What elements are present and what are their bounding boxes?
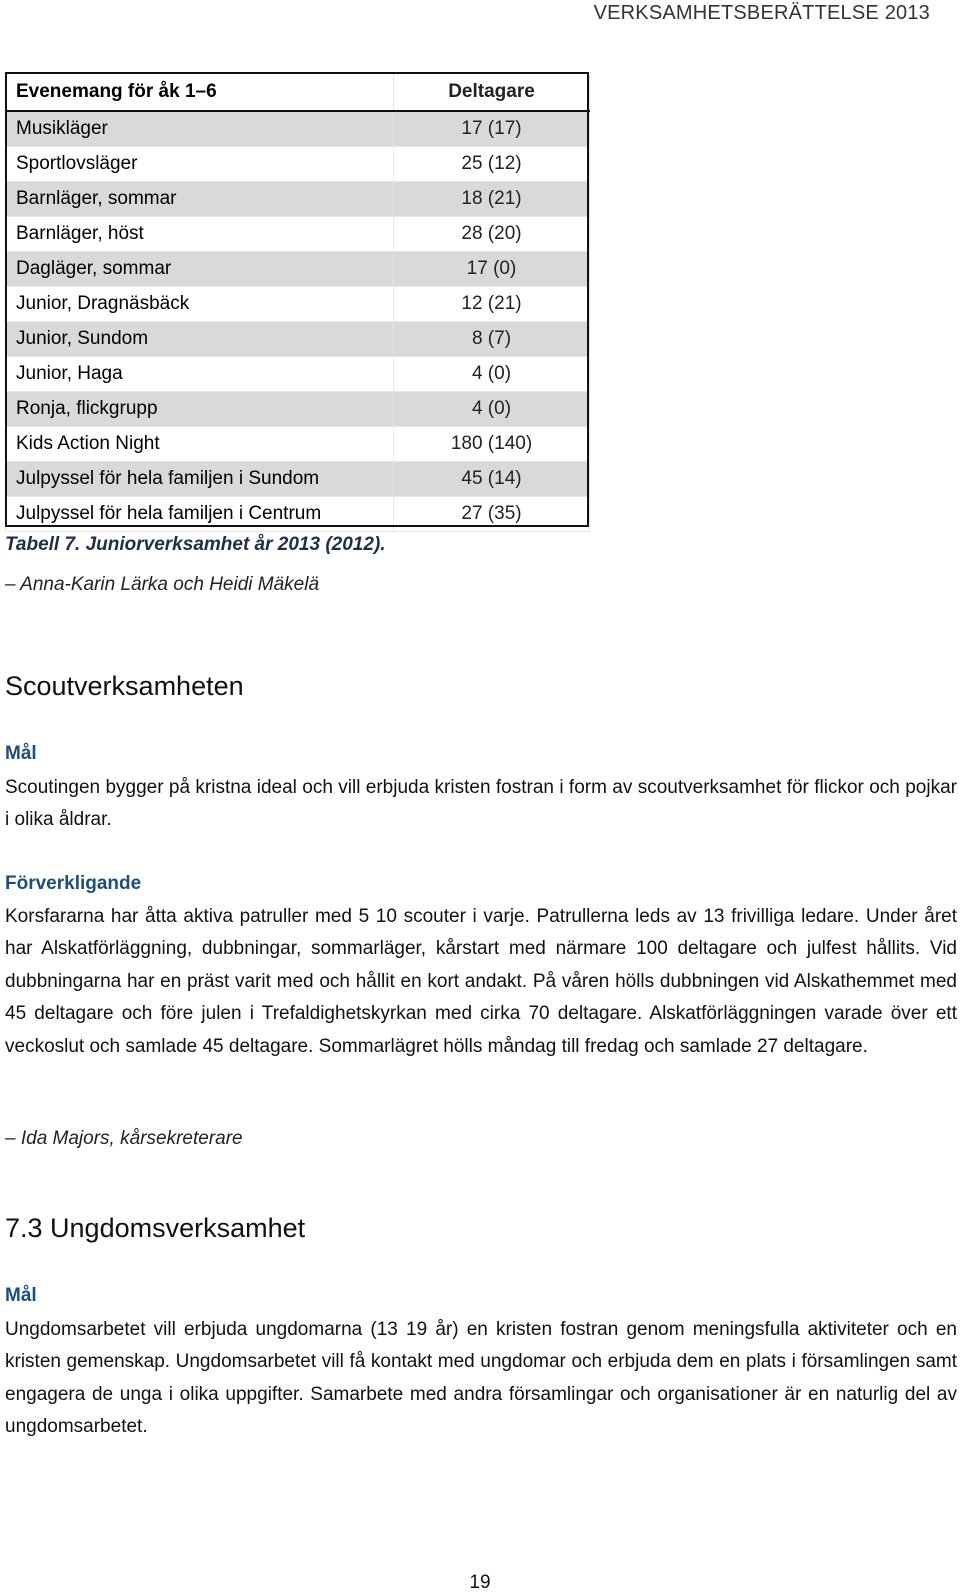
event-name-cell: Musikläger <box>6 111 394 147</box>
scout-goal-heading: Mål <box>5 743 37 764</box>
event-name-cell: Barnläger, höst <box>6 217 394 252</box>
page-number: 19 <box>469 1572 491 1593</box>
table-row <box>6 287 590 322</box>
participants-cell: 17 (0) <box>394 252 590 287</box>
participants-cell: 18 (21) <box>394 182 590 217</box>
youth-goal-paragraph: Ungdomsarbetet vill erbjuda ungdomarna (13 19 år) en kristen fostran genom meningsfulla aktiviteter och en kristen gemenskap. Ungdomsarbetet vill få kontakt med ungdomar och erbjuda dem en plats i församlingen samt engagera de unga i olika uppgifter. Samarbete med andra församlingar och organisationer är en naturlig del av ungdomsarbetet. <box>5 1319 957 1438</box>
table-row <box>6 427 590 462</box>
table-row <box>6 217 590 252</box>
event-name-cell: Junior, Haga <box>6 357 394 392</box>
event-name-cell: Junior, Dragnäsbäck <box>6 287 394 322</box>
participants-cell: 12 (21) <box>394 287 590 322</box>
event-name-cell: Kids Action Night <box>6 427 394 462</box>
scout-realization-heading: Förverkligande <box>5 873 142 894</box>
signature-scout: – Ida Majors, kårsekreterare <box>5 1128 243 1149</box>
section-heading-scout: Scoutverksamheten <box>5 671 244 701</box>
table-row <box>6 497 590 532</box>
events-table <box>5 72 590 532</box>
signature-junior: – Anna-Karin Lärka och Heidi Mäkelä <box>5 574 320 595</box>
event-name-cell: Sportlovsläger <box>6 147 394 182</box>
table-row <box>6 182 590 217</box>
participants-cell: 17 (17) <box>394 111 590 147</box>
section-heading-youth: 7.3 Ungdomsverksamhet <box>5 1213 306 1243</box>
youth-goal-heading: Mål <box>5 1285 37 1306</box>
table-row <box>6 357 590 392</box>
running-header: VERKSAMHETSBERÄTTELSE 2013 <box>593 2 930 24</box>
participants-cell: 28 (20) <box>394 217 590 252</box>
table-row <box>6 392 590 427</box>
table-row <box>6 252 590 287</box>
table-header-row <box>6 73 590 112</box>
event-name-cell: Junior, Sundom <box>6 322 394 357</box>
column-header-event: Evenemang för åk 1–6 <box>6 73 394 112</box>
table-row <box>6 111 590 147</box>
participants-cell: 180 (140) <box>394 427 590 462</box>
event-name-cell: Julpyssel för hela familjen i Centrum <box>6 497 394 532</box>
participants-cell: 8 (7) <box>394 322 590 357</box>
participants-cell: 4 (0) <box>394 357 590 392</box>
column-header-participants: Deltagare <box>394 73 590 112</box>
scout-goal-paragraph: Scoutingen bygger på kristna ideal och vill erbjuda kristen fostran i form av scoutverksamhet för flickor och pojkar i olika åldrar. <box>5 777 957 831</box>
participants-cell: 45 (14) <box>394 462 590 497</box>
table-row <box>6 147 590 182</box>
participants-cell: 27 (35) <box>394 497 590 532</box>
participants-cell: 4 (0) <box>394 392 590 427</box>
event-name-cell: Julpyssel för hela familjen i Sundom <box>6 462 394 497</box>
event-name-cell: Ronja, flickgrupp <box>6 392 394 427</box>
participants-cell: 25 (12) <box>394 147 590 182</box>
table-row <box>6 322 590 357</box>
event-name-cell: Barnläger, sommar <box>6 182 394 217</box>
table-row <box>6 462 590 497</box>
event-name-cell: Dagläger, sommar <box>6 252 394 287</box>
table-caption: Tabell 7. Juniorverksamhet år 2013 (2012). <box>5 534 386 555</box>
scout-realization-paragraph: Korsfararna har åtta aktiva patruller med 5 10 scouter i varje. Patrullerna leds av 13 frivilliga ledare. Under året har Alskatförläggning, dubbningar, sommarläger, kårstart med närmare 100 deltagare och julfest hållits. Vid dubbningarna har en präst varit med och hållit en kort andakt. På våren hölls dubbningen vid Alskathemmet med 45 deltagare och före julen i Trefaldighetskyrkan med cirka 70 deltagare. Alskatförläggningen varade över ett veckoslut och samlade 45 deltagare. Sommarlägret hölls måndag till fredag och samlade 27 deltagare. <box>5 906 957 1057</box>
